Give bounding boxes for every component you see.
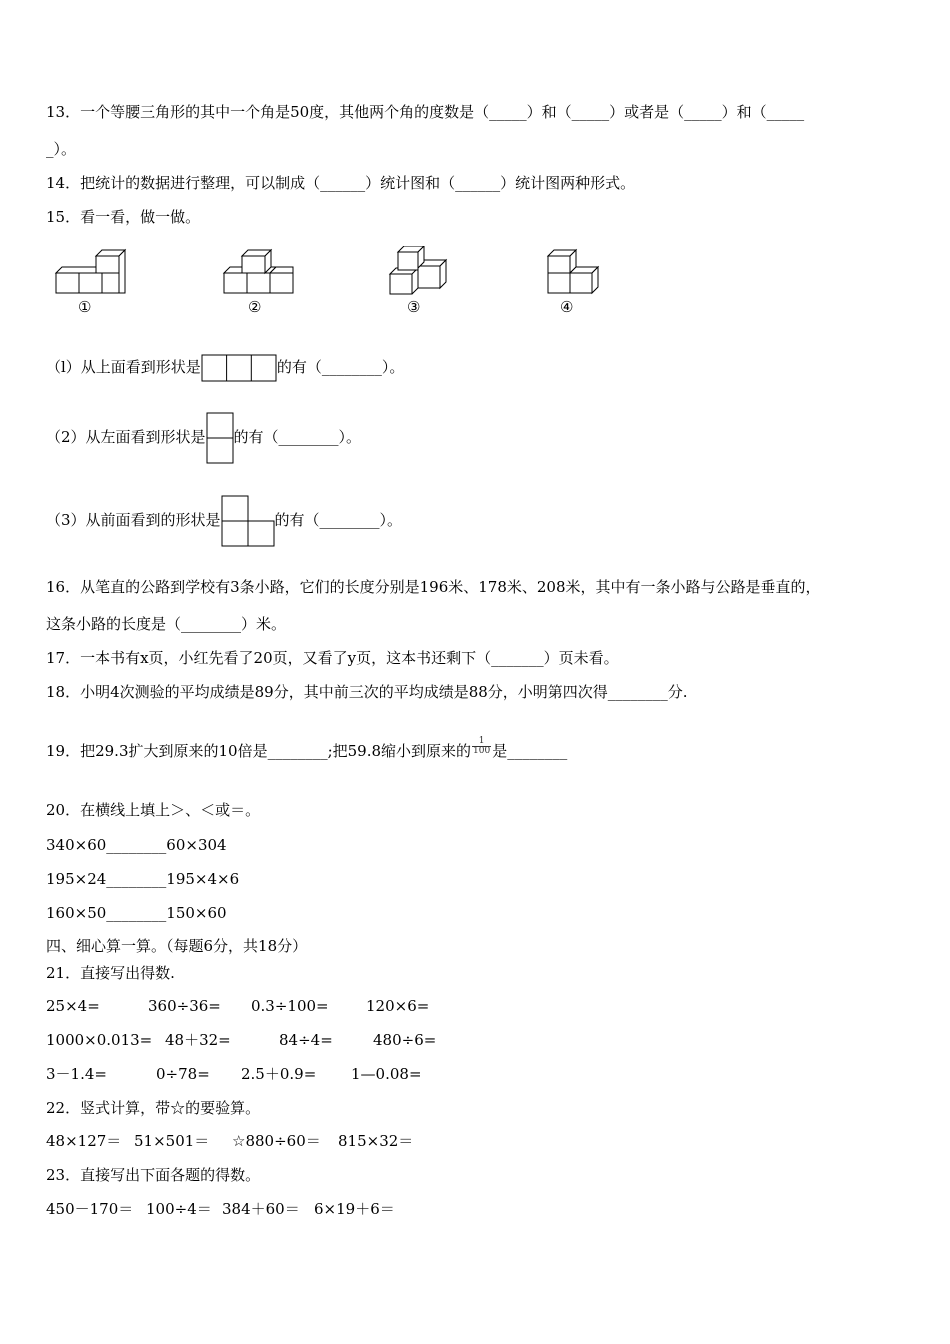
- cube-figure-3-drawing: [388, 246, 452, 298]
- q22-item-4: 815×32＝: [338, 1132, 414, 1150]
- fraction-numerator: 1: [472, 737, 491, 747]
- q21-item-1-4: 120×6=: [366, 997, 430, 1015]
- q19-text-after: 是________: [492, 742, 568, 760]
- q21-item-3-1: 3－1.4=: [46, 1065, 107, 1083]
- q22-title: 22．竖式计算，带☆的要验算。: [46, 1099, 261, 1117]
- left-view-shape: [206, 412, 234, 464]
- q15-title: 15．看一看，做一做。: [46, 208, 201, 226]
- q15-sub1: [46, 353, 404, 382]
- q16-line2: 这条小路的长度是（________）米。: [46, 615, 287, 633]
- q17-text: 17．一本书有x页，小红先看了20页，又看了y页，这本书还剩下（_______）页未看。: [46, 649, 619, 667]
- q18-text: 18．小明4次测验的平均成绩是89分，其中前三次的平均成绩是88分，小明第四次得________分.: [46, 683, 688, 701]
- q19-text: [46, 735, 568, 762]
- cube-figure-4: [546, 246, 602, 316]
- cube-figure-2-drawing: [222, 246, 296, 298]
- cube-figure-1: [54, 246, 128, 316]
- q22-item-1: 48×127＝: [46, 1132, 122, 1150]
- q15-sub2-text-before: （2）从左面看到形状是: [46, 428, 206, 446]
- front-view-shape: [221, 495, 275, 547]
- q13-line2: _）。: [46, 140, 77, 158]
- figure-label-3: ③: [407, 298, 421, 316]
- q23-item-2: 100÷4＝: [146, 1200, 212, 1218]
- q21-title: 21．直接写出得数.: [46, 964, 175, 982]
- q21-item-2-2: 48＋32=: [165, 1031, 231, 1049]
- fraction-1-100: [472, 737, 491, 756]
- q20-title: 20．在横线上填上＞、＜或＝。: [46, 801, 261, 819]
- q21-item-3-4: 1—0.08=: [351, 1065, 422, 1083]
- q21-item-1-3: 0.3÷100=: [251, 997, 329, 1015]
- top-view-shape: [201, 354, 277, 382]
- section-4-heading: 四、细心算一算。（每题6分，共18分）: [46, 937, 308, 955]
- q19-text-before: 19．把29.3扩大到原来的10倍是________;把59.8缩小到原来的: [46, 742, 472, 760]
- figure-label-4: ④: [560, 298, 574, 316]
- q21-item-3-2: 0÷78=: [156, 1065, 210, 1083]
- q14-text: 14．把统计的数据进行整理，可以制成（______）统计图和（______）统计图两种形式。: [46, 174, 636, 192]
- q13-line1: 13．一个等腰三角形的其中一个角是50度，其他两个角的度数是（_____）和（_____）或者是（_____）和（_____: [46, 103, 805, 121]
- cube-figure-4-drawing: [546, 246, 602, 298]
- q22-item-3: ☆880÷60＝: [232, 1132, 321, 1150]
- q16-line1: 16．从笔直的公路到学校有3条小路，它们的长度分别是196米、178米、208米，其中有一条小路与公路是垂直的，: [46, 578, 821, 596]
- q20-row-3: 160×50________150×60: [46, 904, 227, 922]
- q21-item-1-2: 360÷36=: [148, 997, 221, 1015]
- figure-label-1: ①: [78, 298, 92, 316]
- q22-item-2: 51×501＝: [134, 1132, 210, 1150]
- q21-item-2-1: 1000×0.013=: [46, 1031, 153, 1049]
- q21-item-3-3: 2.5＋0.9=: [241, 1065, 317, 1083]
- q15-sub1-text-after: 的有（________）。: [276, 358, 405, 376]
- q20-row-1: 340×60________60×304: [46, 836, 227, 854]
- cube-figure-3: [388, 246, 452, 316]
- q15-sub3-text-after: 的有（________）。: [274, 511, 403, 529]
- figure-label-2: ②: [248, 298, 262, 316]
- q21-item-1-1: 25×4=: [46, 997, 100, 1015]
- q23-item-4: 6×19＋6＝: [314, 1200, 395, 1218]
- fraction-denominator: 100: [473, 745, 491, 756]
- cube-figure-2: [222, 246, 296, 316]
- q21-item-2-3: 84÷4=: [279, 1031, 333, 1049]
- q15-sub1-text-before: （l）从上面看到形状是: [46, 358, 201, 376]
- q15-sub3-text-before: （3）从前面看到的形状是: [46, 511, 221, 529]
- q15-sub2-text-after: 的有（________）。: [233, 428, 362, 446]
- q15-sub3: [46, 494, 402, 547]
- cube-figure-1-drawing: [54, 246, 128, 298]
- q23-item-3: 384＋60＝: [222, 1200, 300, 1218]
- q21-item-2-4: 480÷6=: [373, 1031, 437, 1049]
- q23-item-1: 450－170＝: [46, 1200, 134, 1218]
- q15-sub2: [46, 411, 361, 464]
- q20-row-2: 195×24________195×4×6: [46, 870, 240, 888]
- q23-title: 23．直接写出下面各题的得数。: [46, 1166, 261, 1184]
